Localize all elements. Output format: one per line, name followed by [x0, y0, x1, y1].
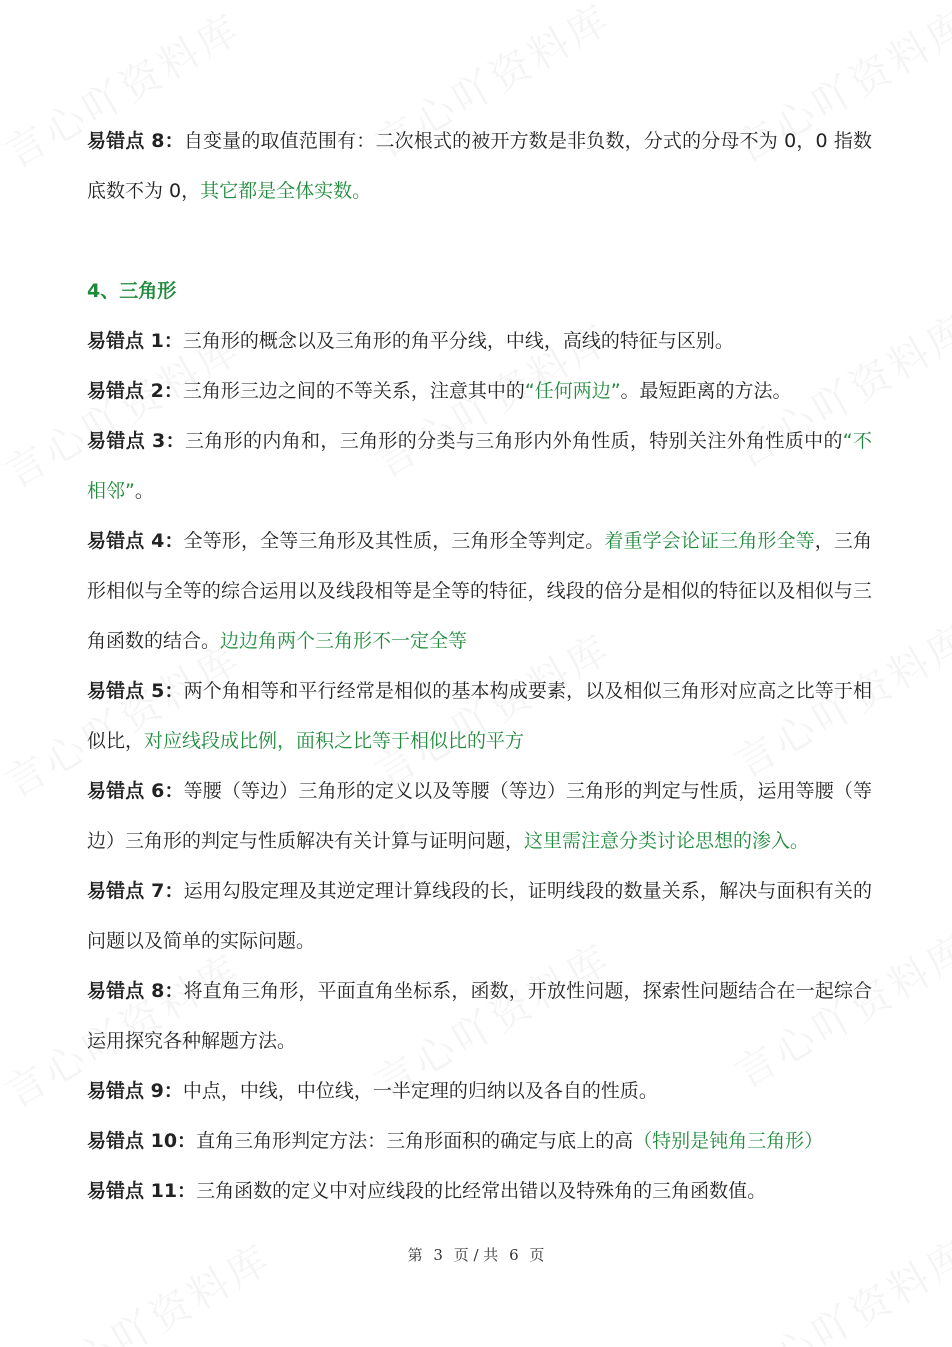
point-label: 易错点 9： — [87, 1080, 183, 1102]
point-tail: 。最短距离的方法。 — [620, 380, 792, 402]
point-highlight: “不相邻” — [87, 430, 872, 502]
point-highlight: 其它都是全体实数。 — [200, 180, 372, 202]
point-highlight: “任何两边” — [524, 380, 621, 402]
footer-current-page: 3 — [433, 1246, 443, 1264]
point-4 — [87, 516, 872, 666]
point-text: 三角形的内角和，三角形的分类与三角形内外角性质，特别关注外角性质中的 — [184, 430, 843, 452]
footer-suffix: 页 — [529, 1246, 545, 1264]
point-11 — [87, 1166, 872, 1216]
point-2 — [87, 366, 872, 416]
point-highlight: 着重学会论证三角形全等 — [604, 530, 815, 552]
point-1 — [87, 316, 872, 366]
footer-prefix: 第 — [407, 1246, 423, 1264]
point-9 — [87, 1066, 872, 1116]
point-label: 易错点 1： — [87, 330, 183, 352]
footer-total-pages: 6 — [509, 1246, 519, 1264]
point-label: 易错点 8： — [87, 980, 184, 1002]
point-3 — [87, 416, 872, 516]
watermark — [723, 1223, 952, 1347]
point-text: 将直角三角形，平面直角坐标系，函数，开放性问题，探索性问题结合在一起综合运用探究各种解题方法。 — [87, 980, 872, 1052]
point-highlight: （特别是钝角三角形） — [633, 1130, 824, 1152]
point-text: 三角形的概念以及三角形的角平分线，中线，高线的特征与区别。 — [182, 330, 734, 352]
point-tail: 。 — [134, 480, 154, 502]
point-text: 直角三角形判定方法：三角形面积的确定与底上的高 — [196, 1130, 634, 1152]
point-highlight: 这里需注意分类讨论思想的渗入。 — [524, 830, 810, 852]
point-label: 易错点 3： — [87, 430, 185, 452]
point-text: 中点，中线，中位线，一半定理的归纳以及各自的性质。 — [182, 1080, 658, 1102]
page-footer — [0, 1244, 952, 1265]
point-text: 全等形，全等三角形及其性质，三角形全等判定。 — [183, 530, 605, 552]
point-6 — [87, 766, 872, 866]
point-text: 两个角相等和平行经常是相似的基本构成要素，以及相似三角形对应高之比等于相似比， — [87, 680, 872, 752]
footer-mid: 页 / 共 — [453, 1246, 499, 1264]
point-text: 自变量的取值范围有：二次根式的被开方数是非负数，分式的分母不为 0，0 指数底数不为 0， — [87, 130, 872, 202]
point-label: 易错点 4： — [87, 530, 184, 552]
point-tail: ，三角形相似与全等的综合运用以及线段相等是全等的特征，线段的倍分是相似的特征以及相似与三角函数的结合。 — [87, 530, 872, 652]
point-first — [87, 116, 872, 216]
point-text: 三角函数的定义中对应线段的比经常出错以及特殊角的三角函数值。 — [196, 1180, 767, 1202]
point-7 — [87, 866, 872, 966]
point-highlight: 对应线段成比例，面积之比等于相似比的平方 — [144, 730, 525, 752]
point-highlight-2: 边边角两个三角形不一定全等 — [220, 630, 468, 652]
point-label: 易错点 6： — [87, 780, 184, 802]
point-text: 运用勾股定理及其逆定理计算线段的长，证明线段的数量关系，解决与面积有关的问题以及简单的实际问题。 — [87, 880, 872, 952]
point-5 — [87, 666, 872, 766]
point-label: 易错点 10： — [87, 1130, 197, 1152]
point-8 — [87, 966, 872, 1066]
point-text: 等腰（等边）三角形的定义以及等腰（等边）三角形的判定与性质，运用等腰（等边）三角形的判定与性质解决有关计算与证明问题， — [87, 780, 872, 852]
point-label: 易错点 2： — [87, 380, 183, 402]
section-heading: 4、三角形 — [87, 280, 177, 302]
point-10 — [87, 1116, 872, 1166]
point-label: 易错点 8： — [87, 130, 184, 152]
point-label: 易错点 11： — [87, 1180, 197, 1202]
point-label: 易错点 5： — [87, 680, 184, 702]
point-label: 易错点 7： — [87, 880, 184, 902]
point-text: 三角形三边之间的不等关系，注意其中的 — [182, 380, 525, 402]
